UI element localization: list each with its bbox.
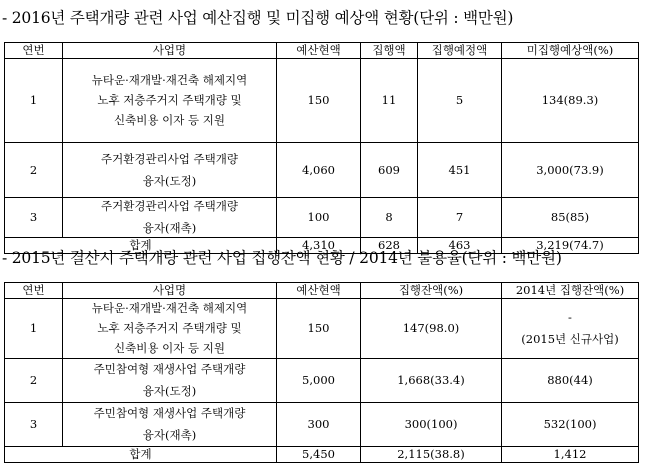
prev-remaining-value: 880(44) [502,359,639,403]
remaining-value: 147(98.0) [361,299,502,359]
project-name-line: 뉴타운·재개발·재건축 해제지역 [91,73,248,87]
unexecuted-value: 85(85) [502,198,639,238]
table-row [5,299,639,359]
total-executed: 628 [361,238,418,254]
project-name-line: 노후 저층주거지 주택개량 및 [97,321,242,335]
total-row [5,447,639,463]
table-row [5,143,639,198]
row-number: 2 [5,359,63,403]
total-planned: 463 [418,238,502,254]
unexecuted-value: 134(89.3) [502,59,639,143]
project-name-line: 노후 저층주거지 주택개량 및 [97,93,242,107]
row-number: 1 [5,59,63,143]
column-header-unexecuted: 미집행예상액(%) [502,43,639,59]
project-name-line: 융자(재촉) [142,221,197,235]
budget-value: 100 [277,198,361,238]
column-header-prev-remaining: 2014년 집행잔액(%) [502,283,639,299]
column-header-no: 연번 [5,43,63,59]
project-name-line: 뉴타운·재개발·재건축 해제지역 [91,301,248,315]
project-name-line: 융자(재촉) [142,428,197,442]
budget-value: 150 [277,299,361,359]
project-name [63,299,277,359]
project-name-line: 주민참여형 재생사업 주택개량 [93,362,246,376]
total-unexecuted: 3,219(74.7) [502,238,639,254]
column-header-project: 사업명 [63,43,277,59]
column-header-remaining: 집행잔액(%) [361,283,502,299]
table-header-row [5,283,639,299]
budget-value: 4,060 [277,143,361,198]
planned-value: 451 [418,143,502,198]
executed-value: 609 [361,143,418,198]
planned-value: 7 [418,198,502,238]
planned-value: 5 [418,59,502,143]
row-number: 2 [5,143,63,198]
budget-value: 300 [277,403,361,447]
row-number: 1 [5,299,63,359]
total-budget: 4,310 [277,238,361,254]
column-header-planned: 집행예정액 [418,43,502,59]
project-name [63,59,277,143]
prev-remaining-value: 532(100) [502,403,639,447]
total-label: 합계 [5,238,277,254]
project-name [63,143,277,198]
executed-value: 8 [361,198,418,238]
column-header-project: 사업명 [63,283,277,299]
row-number: 3 [5,403,63,447]
project-name-line: 주거환경관리사업 주택개량 [101,151,238,166]
remaining-value: 1,668(33.4) [361,359,502,403]
project-name [63,359,277,403]
column-header-executed: 집행액 [361,43,418,59]
section1-heading: - 2016년 주택개량 관련 사업 예산집행 및 미집행 예상액 현황(단위 : 백만원) [2,9,514,27]
budget-value: 5,000 [277,359,361,403]
table-row [5,198,639,238]
table-header-row [5,43,639,59]
total-budget: 5,450 [277,447,361,463]
table-row [5,59,639,143]
project-name-line: 융자(도정) [142,173,197,188]
project-name-line: 주민참여형 재생사업 주택개량 [93,406,246,420]
column-header-budget: 예산현액 [277,43,361,59]
total-remaining: 2,115(38.8) [361,447,502,463]
project-name-line: 신축비용 이자 등 지원 [114,341,225,355]
project-name-line: 융자(도정) [142,384,197,398]
total-prev-remaining: 1,412 [502,447,639,463]
row-number: 3 [5,198,63,238]
remaining-balance-table-2015 [4,282,639,463]
budget-value: 150 [277,59,361,143]
project-name-line: 주거환경관리사업 주택개량 [101,199,238,213]
project-name-line: 신축비용 이자 등 지원 [114,113,225,127]
project-name [63,198,277,238]
unexecuted-value: 3,000(73.9) [502,143,639,198]
table-row [5,359,639,403]
column-header-budget: 예산현액 [277,283,361,299]
total-label: 합계 [5,447,277,463]
prev-remaining-value [502,299,639,359]
prev-remaining-line: - [568,310,572,324]
remaining-value: 300(100) [361,403,502,447]
executed-value: 11 [361,59,418,143]
project-name [63,403,277,447]
section2-heading: - 2015년 결산시 주택개량 관련 사업 집행잔액 현황 / 2014년 불용율(단위 : 백만원) [2,249,562,267]
column-header-no: 연번 [5,283,63,299]
prev-remaining-line: (2015년 신규사업) [521,332,619,346]
table-row [5,403,639,447]
budget-execution-table-2016 [4,42,639,254]
